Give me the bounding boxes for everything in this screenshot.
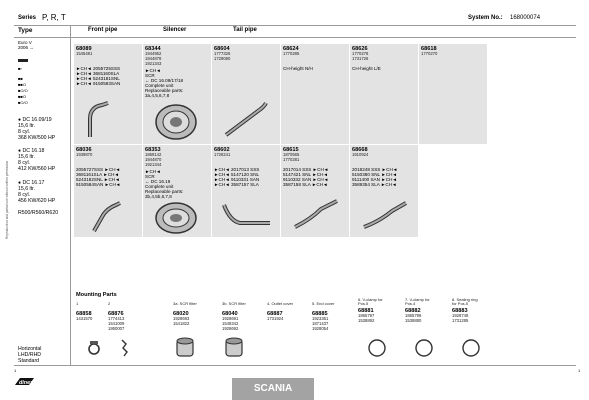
header-rule: [14, 25, 576, 26]
system-value: 168000074: [510, 15, 541, 21]
sealing-ring-icon: [460, 338, 482, 358]
front-pipe-icon: [86, 99, 112, 139]
mounting-item-68858[interactable]: 1 68858 1431570: [76, 302, 118, 360]
part-card-68626[interactable]: 68626 1770278 1731726 CH-height L/E: [350, 44, 418, 144]
tail-pipe-icon: [360, 197, 410, 233]
mounting-item-68881[interactable]: 6. V-clamp for Pos.5 68881 1865797 1538892: [358, 298, 400, 360]
vertical-note: Reproduction and partial use without written permission: [5, 160, 9, 240]
bullet-icon: ●: [18, 117, 22, 123]
euro-label: Euro V: [18, 40, 32, 45]
v-clamp-icon: [413, 338, 435, 358]
silencer-header: Silencer: [163, 27, 187, 33]
tail-pipe-icon: [220, 199, 274, 231]
configuration-label: Horizontal LHD/RHD Standard: [18, 346, 42, 364]
silencer-icon: [153, 201, 199, 235]
axle-config-icon: ■■ ■■O ■O/O ■■O ■O/O: [18, 76, 28, 105]
mounting-item-68885[interactable]: 5. End cover 68885 1923361 1871437 1928054: [312, 301, 335, 331]
part-card-68602[interactable]: 68602 1728241 ►CH◄ 2017013 SSS ►CH◄ 5147120 SNL ►CH◄ 9110331 SAN ►CH◄ 3587157 SLA: [212, 145, 280, 237]
year-label: 2006 →: [18, 45, 34, 50]
engine-group-3: ● DC 16.17 15,6 ltr. 8 cyl. 456 KW/620 HP: [18, 180, 56, 204]
front-pipe-icon: [90, 197, 124, 235]
truck-icon: [18, 59, 28, 62]
engine-group-2: ● DC 16.18 15,6 ltr. 8 cyl. 412 KW/560 HP: [18, 148, 56, 172]
tail-pipe-header: Tail pipe: [233, 27, 257, 33]
mounting-item-68876[interactable]: 2 68876 1774413 1541009 1950007: [108, 302, 150, 360]
silencer-icon: [153, 102, 199, 142]
tail-pipe-icon: [291, 197, 341, 233]
part-card-68036[interactable]: 68036 1939870 2055727SSS ►CH◄ 3681161SLA ►CH◄ 5243182SNL ►CH◄ 9150584SAN ►CH◄: [74, 145, 142, 237]
series-value: P, R, T: [42, 13, 66, 22]
left-panel-divider: [70, 25, 71, 365]
mounting-item-68887[interactable]: 4. Outlet cover 68887 1731924: [267, 301, 294, 322]
scr-filter-icon: [175, 336, 195, 358]
part-card-68618[interactable]: 68618 1770270: [419, 44, 487, 144]
part-card-68615[interactable]: 68615 1870565 1770281 2017014 SSS ►CH◄ 5147421 SNL ►CH◄ 9110332 SAN ►CH◄ 3587158 SLA ►CH◄: [281, 145, 349, 237]
part-card-68624[interactable]: 68624 1770285 CH-height N/H: [281, 44, 349, 144]
tail-pipe-icon: [222, 99, 270, 139]
axle-icon: ■▪: [18, 66, 22, 71]
part-card-68353[interactable]: 68353 1869142 1944870 1921344 ►CH◄ SCR ← DC 16.19 Complete unit Replaceable parts: 3b,4,5b,6,7,8: [143, 145, 211, 237]
dinex-logo: [14, 374, 36, 385]
mounting-item-68040[interactable]: 3b. SCR filter 68040 1928691 1548342 1928692: [222, 302, 264, 360]
bullet-icon: ●: [18, 180, 22, 186]
type-label: Type: [18, 27, 33, 34]
mounting-item-68882[interactable]: 7. V-clamp for Pos.4 68882 1865796 1538880: [405, 298, 447, 360]
mounting-parts-title: Mounting Parts: [76, 292, 117, 298]
series-label: Series: [18, 15, 37, 21]
front-pipe-header: Front pipe: [88, 27, 118, 33]
header-rule-2: [14, 37, 576, 38]
system-label: System No.:: [468, 15, 503, 21]
bracket-icon: [120, 338, 130, 358]
mounting-parts-row: [76, 297, 478, 362]
mounting-item-68883[interactable]: 8. Sealing ring for Pos.5 68883 1928748 1731285: [452, 298, 494, 360]
brand-banner: [232, 378, 314, 400]
bullet-icon: ●: [18, 148, 22, 154]
scr-filter-icon: [224, 336, 244, 358]
part-card-68668[interactable]: 68668 1910924 2018248 SSS ►CH◄ 5150380 SNL ►CH◄ 9111400 SAN ►CH◄ 3589354 SLA ►CH◄: [350, 145, 418, 237]
footer-rule: [14, 365, 576, 366]
part-card-68089[interactable]: 68089 1545481 ►CH◄ 2055725SSS ►CH◄ 3681160SLA ►CH◄ 5243181SNL ►CH◄ 9150583SAN: [74, 44, 142, 144]
mounting-item-68020[interactable]: 3a. SCR filter 68020 1928693 1541822: [173, 302, 215, 360]
v-clamp-icon: [366, 338, 388, 358]
svg-text:dinex: dinex: [19, 379, 34, 386]
part-card-68604[interactable]: 68604 1777326 1729080: [212, 44, 280, 144]
page-number-left: 1: [14, 368, 17, 373]
page-number-right: 1: [578, 368, 581, 373]
clamp-icon: [86, 340, 102, 356]
brand-name: SCANIA: [253, 383, 293, 394]
engine-group-1: ● DC 16.09/19 15,6 ltr. 8 cyl. 368 KW/500 HP: [18, 117, 56, 141]
model-label: R500/R560/R620: [18, 210, 59, 216]
part-card-68344[interactable]: 68344 1944952 1944878 1921343 ►CH◄ SCR ← DC 16.09/17/18 Complete unit Replaceable parts: 3a,4,5,6,7,8: [143, 44, 211, 144]
